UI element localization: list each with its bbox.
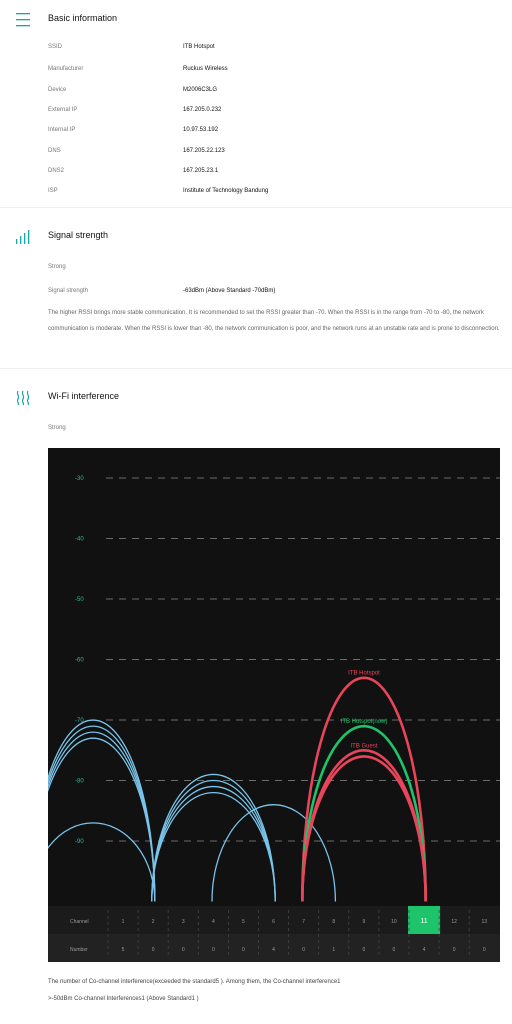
network-curve	[302, 678, 425, 902]
network-label: ITB Hotspot	[348, 670, 380, 677]
signal-bars-icon	[16, 229, 36, 245]
signal-value: -63dBm (Above Standard -70dBm)	[183, 288, 276, 294]
channel-count-label: 0	[452, 947, 456, 953]
channel-tick-label[interactable]: 12	[451, 919, 457, 925]
channel-tick-label[interactable]: 5	[242, 919, 245, 925]
info-label: Manufacturer	[48, 66, 84, 72]
info-label: Internal IP	[48, 127, 76, 133]
channel-count-label: 0	[482, 947, 486, 953]
network-curve	[48, 738, 155, 901]
channel-tick-label[interactable]: 1	[121, 919, 125, 925]
signal-description: The higher RSSI brings more stable communication. It is recommended to set the RSSI greater than -70. When the RSSI is in the range from -70 to -80, the network communication is moderate. When the RSSI is lower than -80, the network communication is poor, and the network runs at an unstable rate and is prone to disconnection.	[48, 310, 500, 332]
channel-tick-label[interactable]: 13	[481, 919, 488, 925]
menu-icon	[16, 12, 36, 28]
signal-label: Signal strength	[48, 288, 89, 294]
info-label: External IP	[48, 107, 78, 113]
y-tick-label: -40	[75, 536, 84, 543]
channel-count-label: 0	[302, 947, 306, 953]
divider	[0, 368, 512, 369]
info-value: 167.205.23.1	[183, 168, 219, 174]
y-tick-label: -80	[75, 778, 84, 785]
info-row	[0, 144, 512, 160]
info-label: DNS2	[48, 168, 65, 174]
info-value: Institute of Technology Bandung	[183, 188, 269, 194]
network-curve	[302, 726, 425, 901]
info-row	[0, 62, 512, 78]
info-value: Ruckus Wireless	[183, 66, 228, 72]
info-row	[0, 83, 512, 99]
channel-tick-label[interactable]: 10	[391, 919, 397, 925]
y-tick-label: -60	[75, 657, 84, 664]
info-label: ISP	[48, 188, 58, 194]
y-tick-label: -50	[75, 597, 84, 603]
channel-count-label: 0	[242, 947, 245, 953]
channel-count-label: 4	[272, 947, 275, 953]
interference-threshold-summary: >-50dBm Co-channel Interferences1 (Above Standard1 )	[48, 996, 199, 1002]
network-label: ITB Hotspot(now)	[340, 719, 388, 726]
channel-count-label: 0	[392, 947, 396, 953]
channel-count-label: 5	[121, 947, 125, 953]
info-value: 167.205.22.123	[183, 148, 225, 154]
info-value: 167.205.0.232	[183, 107, 222, 113]
network-curve	[212, 805, 335, 902]
basic-info-title: Basic information	[48, 13, 118, 23]
channel-count-label: 0	[362, 947, 366, 953]
number-row-label: Number	[70, 947, 88, 953]
signal-level: Strong	[48, 264, 66, 270]
y-tick-label: -70	[75, 718, 84, 724]
signal-row	[0, 284, 512, 300]
info-row	[0, 123, 512, 139]
channel-count-label: 4	[422, 947, 426, 953]
y-tick-label: -30	[75, 476, 84, 482]
interference-level: Strong	[48, 425, 66, 431]
interference-title: Wi-Fi interference	[48, 391, 120, 401]
channel-tick-label[interactable]: 7	[302, 919, 306, 925]
info-row	[0, 40, 512, 56]
channel-count-label: 0	[211, 947, 215, 953]
info-row	[0, 103, 512, 119]
info-value: ITB Hotspot	[183, 44, 215, 50]
info-row	[0, 184, 512, 200]
basic-info-header	[0, 8, 512, 32]
channel-count-label: 0	[151, 947, 155, 953]
channel-tick-label[interactable]: 9	[362, 919, 366, 925]
interference-chart-svg	[48, 448, 500, 962]
info-row	[0, 164, 512, 180]
channel-tick-label[interactable]: 3	[181, 919, 185, 925]
info-label: DNS	[48, 148, 61, 154]
channel-count-label: 0	[181, 947, 185, 953]
signal-title: Signal strength	[48, 230, 109, 240]
network-curve	[48, 823, 155, 902]
divider	[0, 207, 512, 208]
info-value: M2006C3LG	[183, 87, 218, 93]
interference-summary: The number of Co-channel interference(exceeded the standard5 ). Among them, the Co-channel interference1	[48, 979, 341, 985]
info-label: Device	[48, 87, 67, 93]
channel-tick-label[interactable]: 4	[211, 919, 215, 925]
channel-count-label: 1	[332, 947, 336, 953]
info-value: 10.97.53.192	[183, 127, 219, 133]
network-label: ITB Guest	[350, 743, 378, 750]
channel-tick-label[interactable]: 11	[420, 918, 428, 925]
interference-header	[0, 386, 512, 410]
channel-row-label: Channel	[70, 919, 89, 925]
signal-header	[0, 225, 512, 249]
interference-chart	[48, 448, 500, 962]
info-label: SSID	[48, 44, 63, 50]
channel-tick-label[interactable]: 6	[272, 919, 275, 925]
channel-tick-label[interactable]: 2	[151, 919, 155, 925]
channel-tick-label[interactable]: 8	[332, 919, 336, 925]
y-tick-label: -90	[75, 839, 84, 845]
waves-icon	[16, 390, 36, 406]
